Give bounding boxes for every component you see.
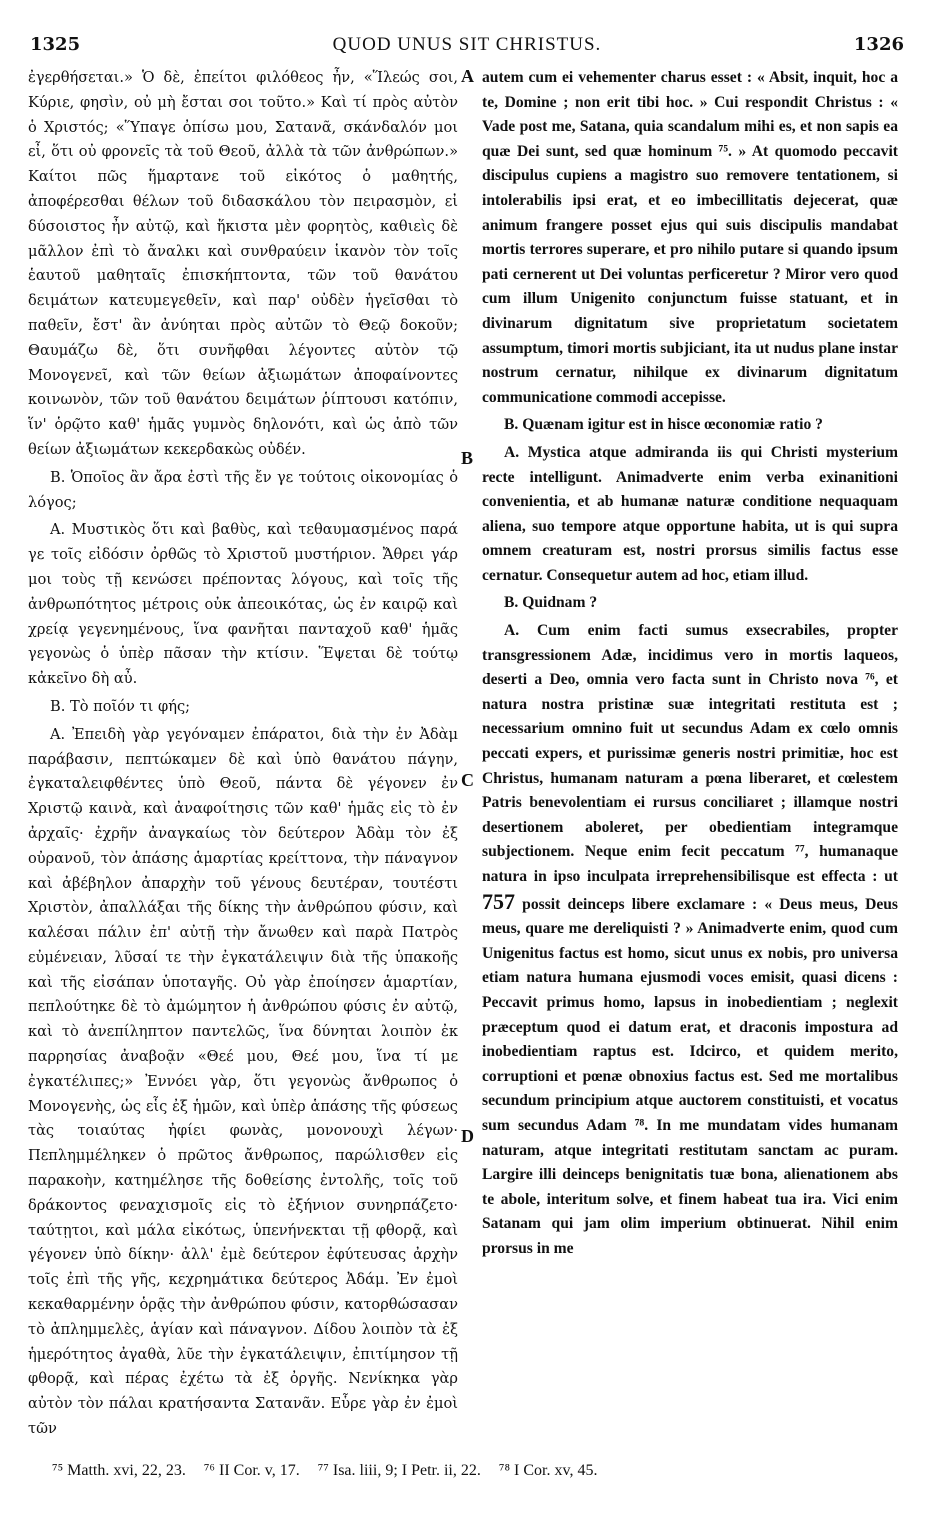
margin-marker-b: B [461,448,474,468]
greek-paragraph: Β. Ὁποῖος ἂν ἄρα ἐστὶ τῆς ἔν γε τούτοις οἰκονομίας ὁ λόγος; [28,468,458,511]
margin-marker-d: D [461,1126,474,1146]
latin-text: possit deinceps libere exclamare : « Deus meus, Deus meus, quare me dereliquisti ? » Animadverte enim, quod cum Unigenitus factus est homo, sicut unus ex nobis, pro universa etiam natura humana ejusmodi voces emisit, quasi dicens : Peccavit primus homo, lapsus in inobedientiam ; neglexit præceptum quod ei datum erat, et draconis impostura ad inobedientiam raptus est. Idcirco, et quidem merito, corruptioni et pœnæ obnoxius factus est. Sed me mortalibus secundum principium atque auctorem constituisti, et vocatus sum secundus Adam ⁷⁸. In me mundatam vides humanam naturam, atque integritati restitutam sanctam ac puram. Largire illi deinceps benignitatis tuæ bona, alienationem abs te abole, interitum solve, et finem habeat tua ira. Vici enim Satanam qui jam olim imperium obtinuerat. Nihil enim prorsus in me [482,895,898,1257]
greek-paragraph: ἐγερθήσεται.» Ὁ δὲ, ἐπείτοι φιλόθεος ἦν, «Ἵλεώς σοι, Κύριε, φησὶν, οὐ μὴ ἔσται σοι τοῦτο.» Καὶ τί πρὸς αὐτὸν ὁ Χριστός; «Ὕπαγε ὀπίσω μου, Σατανᾶ, σκάνδαλόν μοι εἶ, ὅτι οὐ φρονεῖς τὰ τοῦ Θεοῦ, ἀλλὰ τὰ τῶν ἀνθρώπων.» Καίτοι πῶς ἥμαρτανε τοῦ εἰκότος ὁ μαθητής, ἀποφέρεσθαι θέλων τοῦ διδασκάλου τὸν πειρασμὸν, εἰ δύσοιστος ἦν αὐτῷ, καὶ ἥκιστα μὲν φορητὸς, καθιεὶς δὲ μᾶλλον ἐπὶ τὸ ἄναλκι καὶ συνθραύειν ἱκανὸν τὸν τοῖς ἑαυτοῦ μαθηταῖς ἐπισκήπτοντα, τῶν τοῦ θανάτου δειμάτων κατευμεγεθεῖν, καὶ παρ' οὐδὲν ἡγεῖσθαι τὸ παθεῖν, ἔστ' ἂν ἀνύηται πρὸς αὐτῶν τὸ Θεῷ δοκοῦν; Θαυμάζω δὲ, ὅτι συνῆφθαι λέγοντες αὐτὸν τῷ Μονογενεῖ, καὶ τῶν θείων ἀξιωμάτων ἀποφαίνοντες κοινωνὸν, τῶν τοῦ θανάτου δειμάτων ῥίπτουσι κατόπιν, ἵν' ὁρῷτο καθ' ἡμᾶς γυμνὸς δηλονότι, καὶ ὡς ἀπὸ τῶν θείων ἀξιωμάτων κεκερδακὼς οὐδέν. [28,69,458,458]
page-header [30,34,904,64]
latin-paragraph: autem cum ei vehementer charus esset : « Absit, inquit, hoc a te, Domine ; non erit tibi hoc. » Cui respondit Christus : « Vade post me, Satana, quia scandalum mihi es, et non sapis ea quæ Dei sunt, sed quæ hominum ⁷⁵. » At quomodo peccavit discipulus cupiens a magistro suo removere tentationem, si intolerabilis ipsi erat, et eo imbecillitatis dejecerat, quæ animum frangere posset ejus qui suis discipulis mandabat mortis terrores superare, et pro nihilo putare si quando ipsum pati cernerent ut Dei voluntas perficeretur ? Miror vero quod cum illum Unigenito conjunctum fuisse statuant, et in divinarum dignitatum sive proprietatum societatem assumptum, timori mortis subjiciant, ita ut nudus plane instar nostrum cernatur, nihilque ex divinarum dignitatum communicatione commodi accepisse. [482,69,898,406]
right-page-number: 1326 [853,34,904,55]
running-title: QUOD UNUS SIT CHRISTUS. [332,34,602,55]
left-page-number: 1325 [30,34,81,55]
footnote: ⁷⁵ Matth. xvi, 22, 23. [52,1462,186,1479]
greek-paragraph: Α. Ἐπειδὴ γὰρ γεγόναμεν ἐπάρατοι, διὰ τὴν ἐν Ἀδὰμ παράβασιν, πεπτώκαμεν δὲ καὶ ὑπὸ θανάτου πάγην, ἐγκαταλειφθέντες ὑπὸ Θεοῦ, πάντα δὲ γέγονεν ἐν Χριστῷ καινὰ, καὶ ἀναφοίτησις τῶν καθ' ἡμᾶς εἰς τὸ ἐν ἀρχαῖς· ἐχρῆν ἀναγκαίως τὸν δεύτερον Ἀδὰμ τὸν ἐξ οὐρανοῦ, τὸν ἁπάσης ἁμαρτίας κρείττονα, τὴν πάναγνον καὶ ἀβέβηλον ἀπαρχὴν τοῦ γένους δευτέραν, τουτέστι Χριστὸν, ἀπαλλάξαι τῆς δίκης τὴν ἀνθρώπου φύσιν, καὶ καλέσαι πάλιν ἐπ' αὐτῇ τὴν ἄνωθεν καὶ παρὰ Πατρὸς εὐμένειαν, λῦσαί τε τὴν ἐγκατάλειψιν διὰ τῆς ὑπακοῆς καὶ τῆς εἰσάπαν ὑποταγῆς. Οὐ γὰρ ἐποίησεν ἁμαρτίαν, πεπλούτηκε δὲ τὸ ἀμώμητον ἡ ἀνθρώπου φύσις ἐν αὐτῷ, καὶ τὸ ἀνεπίληπτον παντελῶς, ἵνα δύνηται λοιπὸν ἐκ παρρησίας ἀναβοᾷν «Θεέ μου, Θεέ μου, ἵνα τί με ἐγκατέλιπες;» Ἐννόει γὰρ, ὅτι γεγονὼς ἄνθρωπος ὁ Μονογενὴς, ὡς εἷς ἐξ ἡμῶν, καὶ ὑπὲρ ἁπάσης τῆς φύσεως τὰς τοιαύτας ἠφίει φωνὰς, μονονουχὶ λέγων· Πεπλημμέληκεν ὁ πρῶτος ἄνθρωπος, παρώλισθεν εἰς παρακοὴν, κατημέλησε τῆς δοθείσης ἐντολῆς, τοῖς τοῦ δράκοντος φεναχισμοῖς εἰς τὸ ἐξήνιον συνηρπάζετο· ταύτῃτοι, καὶ μάλα εἰκότως, ὑπενήνεκται τῇ φθορᾷ, καὶ γέγονεν ὑπὸ δίκην· ἀλλ' ἐμὲ δεύτερον ἐφύτευσας ἀρχὴν τοῖς ἐπὶ τῆς γῆς, κεχρημάτικα δεύτερος Ἀδάμ. Ἐν ἐμοὶ κεκαθαρμένην ὁρᾷς τὴν ἀνθρώπου φύσιν, κατορθώσασαν τὸ ἀπλημμελὲς, ἁγίαν καὶ πάναγνον. Δίδου λοιπὸν τὰ ἐξ ἡμερότητος ἀγαθὰ, λῦε τὴν ἐγκατάλειψιν, ἐπιτίμησον τῇ φθορᾷ, καὶ πέρας ἐχέτω τὰ ἐξ ὀργῆς. Νενίκηκα γὰρ αὐτὸν τὸν πάλαι κρατήσαντα Σατανᾶν. Εὗρε γὰρ ἐν ἐμοὶ τῶν [28,725,458,1438]
footnote: ⁷⁸ I Cor. xv, 45. [498,1462,598,1479]
latin-paragraph: B. Quænam igitur est in hisce œconomiæ ratio ? [504,416,823,434]
greek-paragraph: Α. Μυστικὸς ὅτι καὶ βαθὺς, καὶ τεθαυμασμένος παρά γε τοῖς εἰδόσιν ὀρθῶς τὸ Χριστοῦ μυστήριον. Ἄθρει γάρ μοι τοὺς τῇ κενώσει πρέποντας λόγους, καὶ τοῖς τῆς ἀνθρωπότητος μέτροις οὐκ ἀπεοικότας, ὡς ἐν καιρῷ καὶ χρείᾳ γεγενημένους, ἵνα φανῆται πανταχοῦ καθ' ἡμᾶς γεγονὼς ὁ ὑπὲρ πᾶσαν τὴν κτίσιν. Ἕψεται δὲ τούτῳ κἀκεῖνο δὴ αὖ. [28,521,458,688]
footnote: ⁷⁶ II Cor. v, 17. [203,1462,300,1479]
greek-paragraph: Β. Τὸ ποῖόν τι φής; [50,697,191,715]
latin-column [482,66,898,1446]
margin-marker-c: C [461,770,474,790]
latin-paragraph: A. Mystica atque admiranda iis qui Christi mysterium recte intelligunt. Animadverte enim verba exinanitioni convenientia, et ab humanæ naturæ conditione nequaquam aliena, suo tempore atque opportune habita, ut is qui supra omnem creaturam est, nostri prorsus similis factus esse cernatur. Consequetur autem ad hoc, etiam illud. [482,443,898,584]
latin-text: A. Cum enim facti sumus exsecrabiles, propter transgressionem Adæ, incidimus vero in mortis laqueos, deserti a Deo, omnia vero facta sunt in Christo nova ⁷⁶, et natura nostra pristinæ suæ integritati restituta est ; necessarium omnino fuit ut secundus Adam ex cœlo omnis peccati expers, et purissimæ generis nostri primitiæ, hoc est Christus, humanam naturam a pœna liberaret, et cœlestem Patris benevolentiam ei rursus conciliaret ; illamque nostri desertionem aboleret, per obedientiam integramque subjectionem. Neque enim fecit peccatum ⁷⁷, humanaque natura in ipso inculpata irreprehensibilisque est effecta : ut [482,622,898,885]
margin-marker-a: A [461,66,474,86]
footnote: ⁷⁷ Isa. liii, 9; I Petr. ii, 22. [317,1462,481,1479]
footnotes [52,1462,892,1480]
column-number-757: 757 [482,888,515,914]
greek-column [28,66,458,1446]
latin-paragraph: B. Quidnam ? [504,594,598,612]
latin-paragraph [482,619,898,1261]
